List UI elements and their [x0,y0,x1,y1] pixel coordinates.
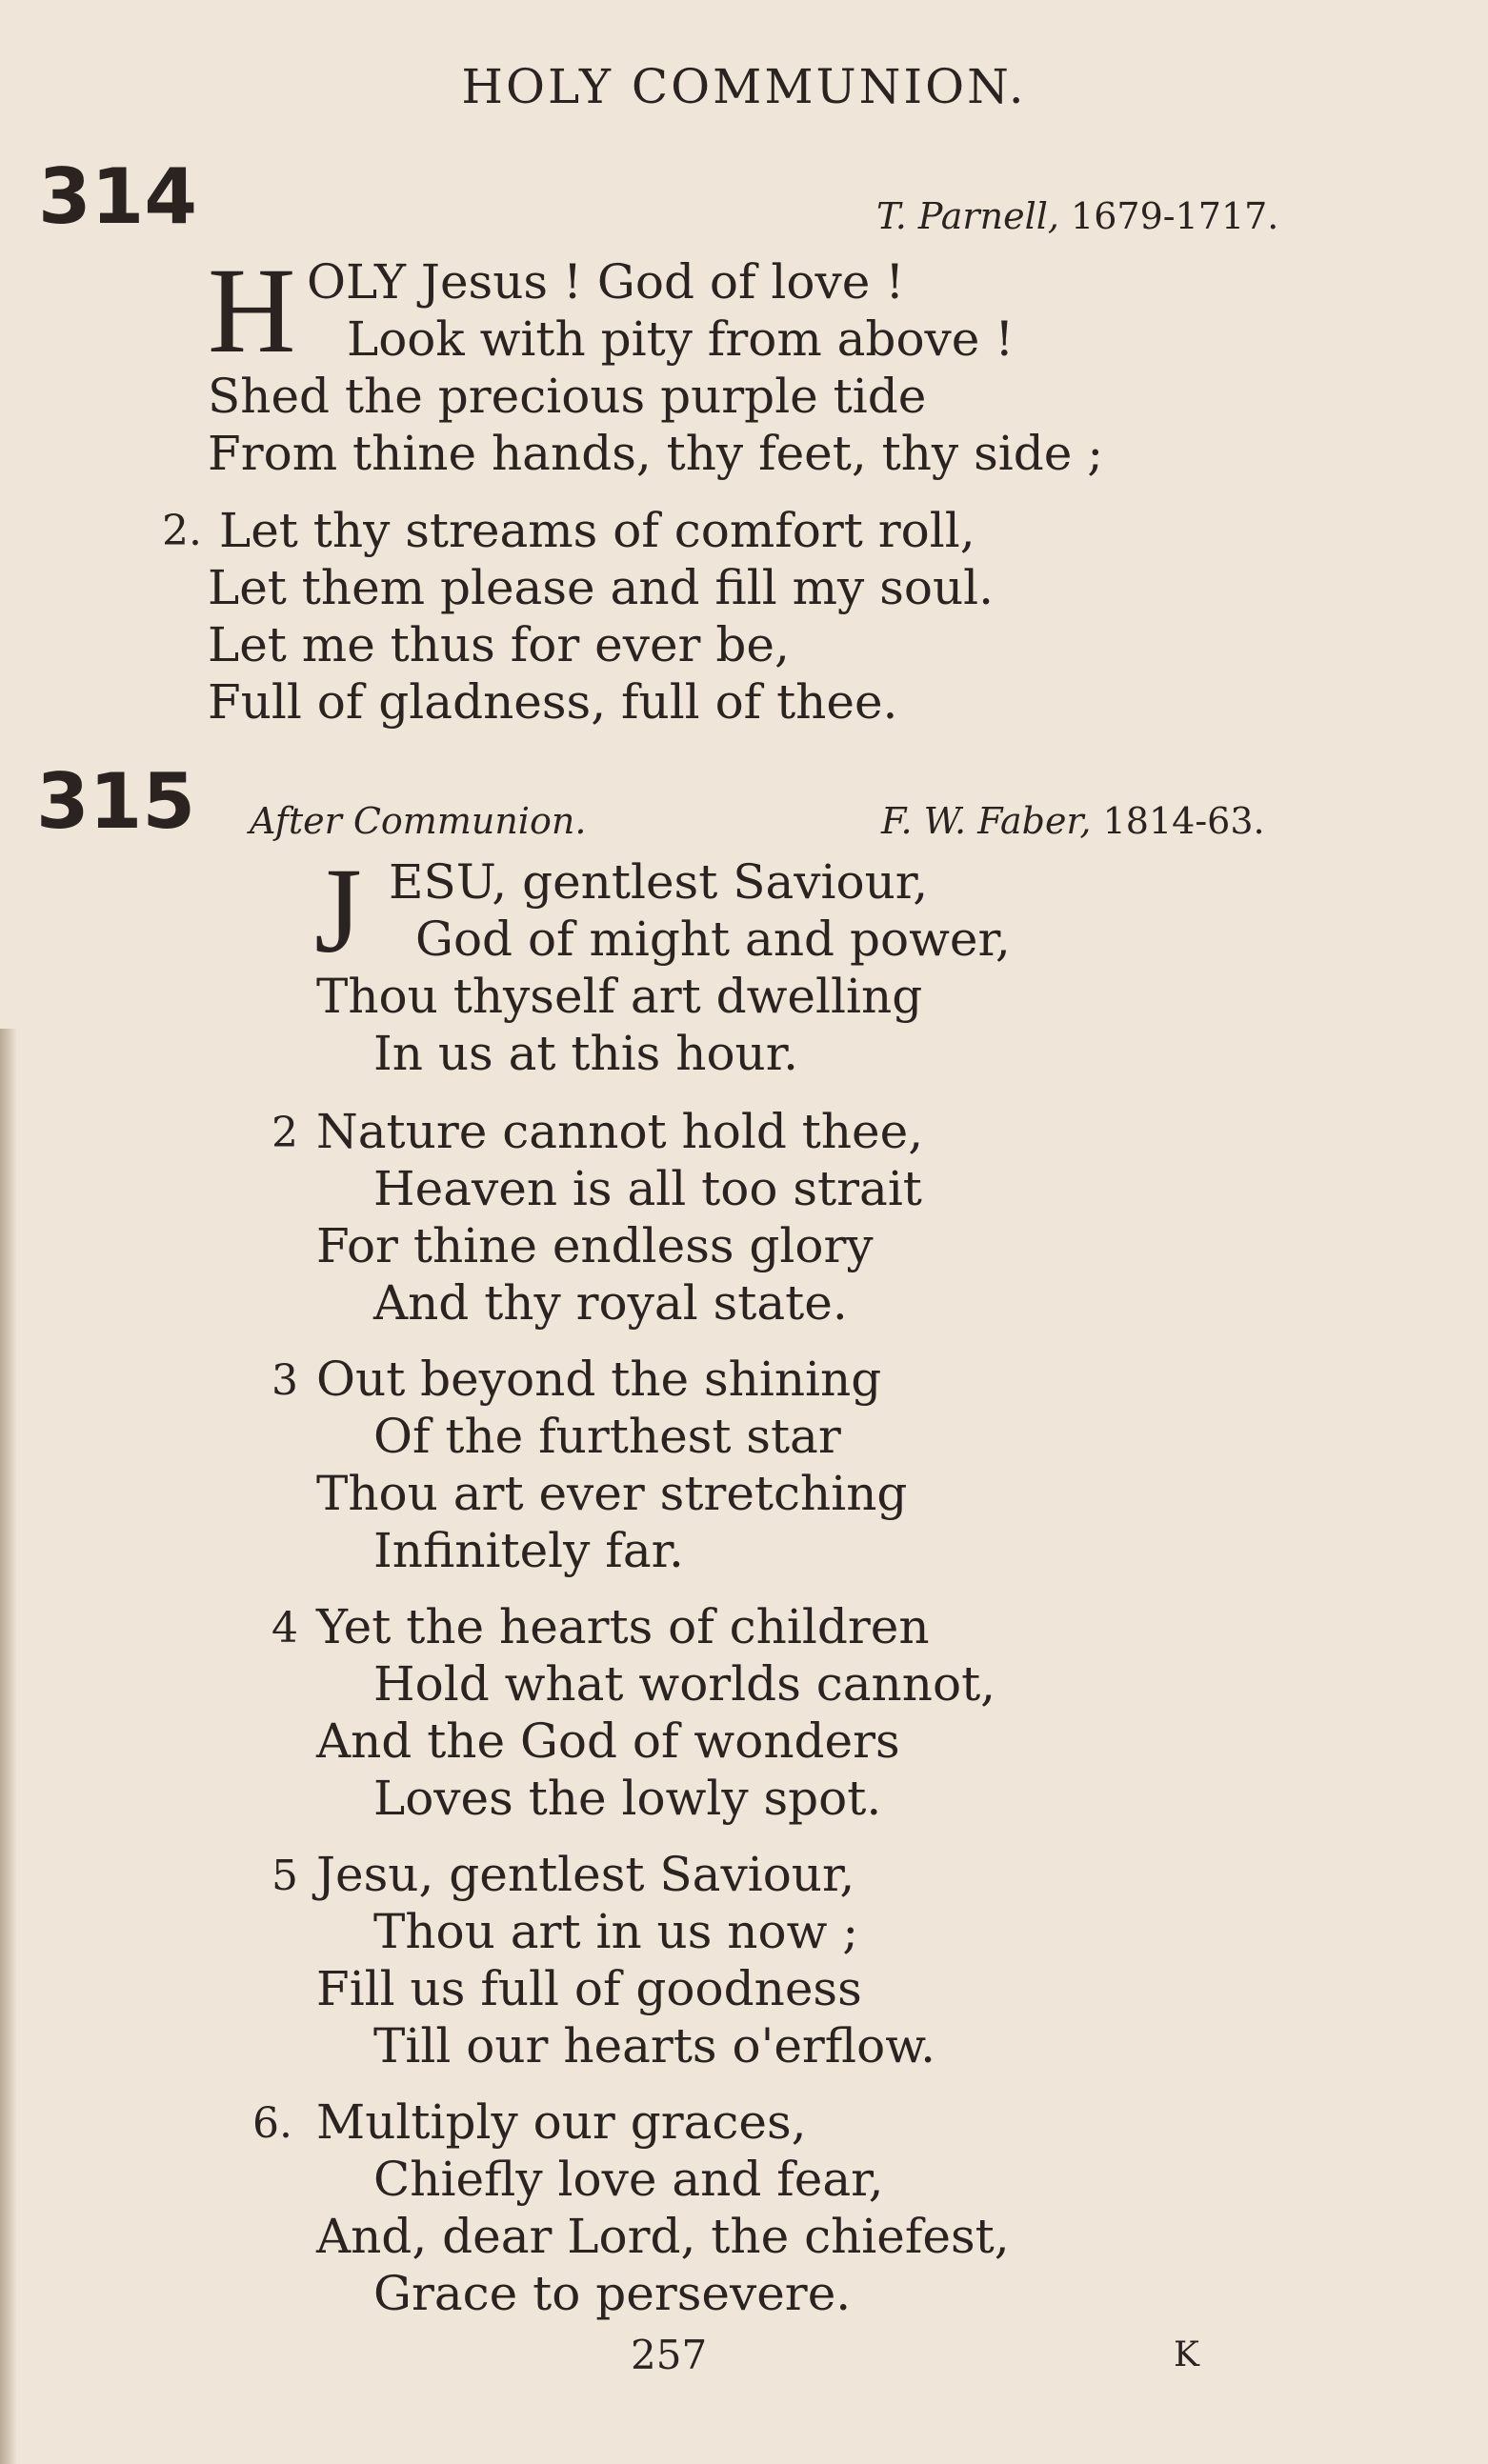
verse-line: Chiefly love and fear, [373,2152,884,2207]
hymn-315-title: After Communion. [250,800,587,842]
verse-line: And the God of wonders [316,1713,900,1769]
page-edge-shadow [0,1029,17,2464]
hymn-314-drop-cap: H [208,243,296,378]
verse-line: Hold what worlds cannot, [373,1656,996,1712]
verse-line: Let them please and fill my soul. [208,560,995,615]
verse-line: In us at this hour. [373,1026,799,1081]
signature-mark: K [1174,2335,1199,2374]
verse-line: Let thy streams of comfort roll, [219,503,975,558]
verse-line: Multiply our graces, [316,2094,807,2150]
verse-line: And thy royal state. [373,1275,848,1331]
verse-line: Jesu, gentlest Saviour, [316,1847,855,1902]
verse-line: Out beyond the shining [316,1352,882,1407]
verse-line: Full of gladness, full of thee. [208,674,898,730]
verse-line: Thou art in us now ; [373,1904,859,1959]
verse-line: And, dear Lord, the chiefest, [316,2209,1010,2264]
verse-line: God of might and power, [415,911,1011,967]
verse-line: Heaven is all too strait [373,1161,922,1216]
verse-line: Yet the hearts of children [316,1599,930,1654]
hymn-315-author: F. W. Faber, [881,800,1092,842]
verse-line: Thou thyself art dwelling [316,969,923,1024]
verse-line: Shed the precious purple tide [208,369,927,424]
hymn-number-315: 315 [36,757,195,846]
page-number: 257 [631,2332,708,2378]
verse-line: Loves the lowly spot. [373,1771,882,1826]
hymn-315-drop-cap: J [314,843,362,978]
verse-line: Of the furthest star [373,1409,841,1464]
hymn-314-author: T. Parnell, [876,195,1059,237]
verse-line: Grace to persevere. [373,2266,852,2321]
verse-number: 2. [162,507,202,555]
hymn-number-314: 314 [38,152,197,241]
verse-number: 6. [252,2099,292,2148]
verse-line: OLY Jesus ! God of love ! [307,254,905,310]
verse-line: Let me thus for ever be, [208,617,790,672]
verse-number: 5 [271,1852,298,1900]
verse-line: Till our hearts o'erflow. [373,2018,936,2073]
verse-line: Look with pity from above ! [347,311,1015,367]
verse-line: For thine endless glory [316,1218,874,1273]
verse-number: 4 [271,1604,298,1653]
verse-line: Thou art ever stretching [316,1466,908,1521]
verse-number: 2 [271,1109,298,1157]
hymn-315-attribution [881,800,1265,842]
verse-line: Infinitely far. [373,1523,684,1578]
hymn-315-dates: 1814-63. [1102,800,1265,842]
verse-line: ESU, gentlest Saviour, [389,854,929,910]
hymn-314-dates: 1679-1717. [1071,195,1279,237]
verse-line: Nature cannot hold thee, [316,1104,924,1159]
verse-number: 3 [271,1356,298,1405]
verse-line: From thine hands, thy feet, thy side ; [208,426,1104,481]
hymn-314-attribution [876,195,1278,237]
verse-line: Fill us full of goodness [316,1961,862,2016]
running-head: HOLY COMMUNION. [461,59,1027,114]
